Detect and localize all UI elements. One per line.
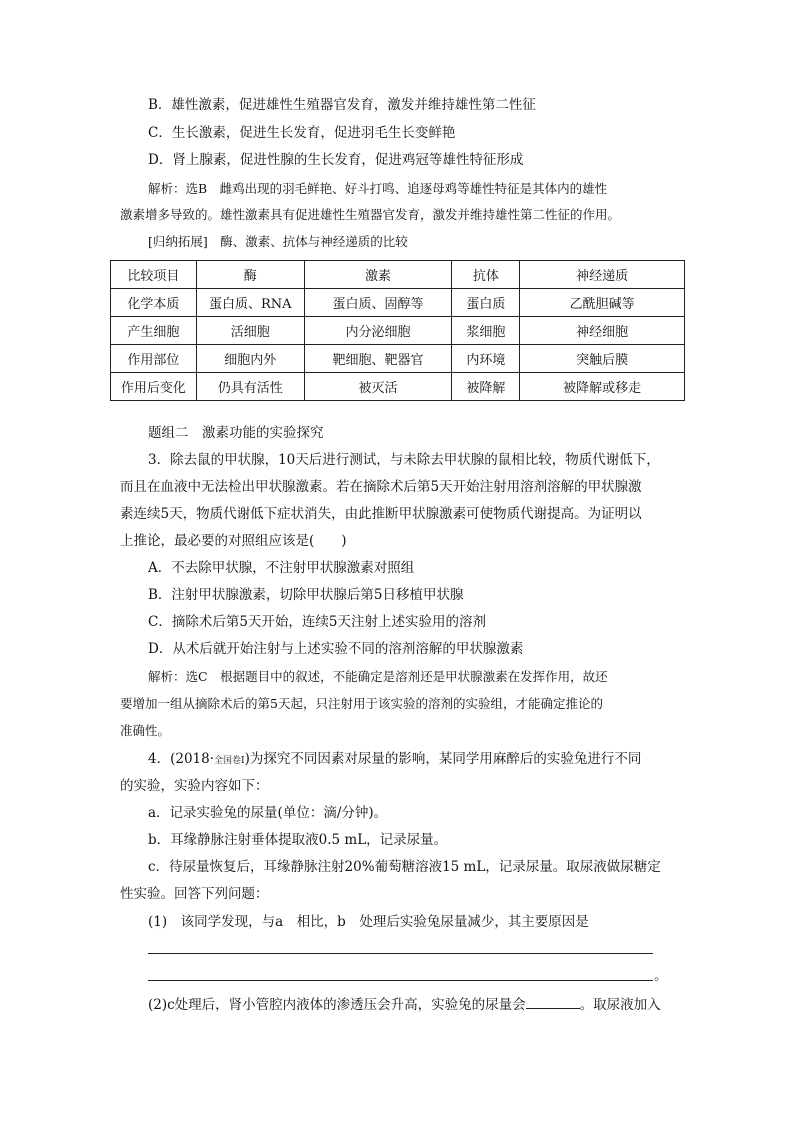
table-header: 激素 <box>304 261 452 289</box>
sub-question-2-text: (2)c处理后，肾小管腔内液体的渗透压会升高，实验兔的尿量会 <box>148 997 526 1013</box>
table-header: 酶 <box>196 261 304 289</box>
table-cell: 活细胞 <box>196 317 304 345</box>
table-row <box>111 345 685 373</box>
table-cell: 靶细胞、靶器官 <box>304 345 452 373</box>
question-3-line: 而且在血液中无法检出甲状腺激素。若在摘除术后第5天开始注射用溶剂溶解的甲状腺激 <box>120 479 642 495</box>
table-cell: 产生细胞 <box>111 317 197 345</box>
table-header-row <box>111 261 685 289</box>
answer-blank[interactable] <box>148 980 653 981</box>
table-cell: 内分泌细胞 <box>304 317 452 345</box>
table-cell: 浆细胞 <box>452 317 520 345</box>
option-c: C．生长激素，促进生长发育，促进羽毛生长变鲜艳 <box>148 125 456 141</box>
table-cell: 蛋白质、固醇等 <box>304 289 452 317</box>
question-3-line: 3．除去鼠的甲状腺，10天后进行测试，与未除去甲状腺的鼠相比较，物质代谢低下， <box>148 452 660 468</box>
question-4-line <box>148 750 641 770</box>
option-c: C．摘除术后第5天开始，连续5天注射上述实验用的溶剂 <box>148 614 487 630</box>
sub-question-2 <box>148 994 661 1014</box>
step-a: a．记录实验兔的尿量(单位：滴/分钟)。 <box>148 805 388 821</box>
table-cell: 作用后变化 <box>111 373 197 401</box>
step-c: c．待尿量恢复后，耳缘静脉注射20%葡萄糖溶液15 mL，记录尿量。取尿液做尿糖定 <box>148 859 661 875</box>
table-row <box>111 373 685 401</box>
analysis-line: 要增加一组从摘除术后的第5天起，只注射用于该实验的溶剂的实验组，才能确定推论的 <box>120 696 603 711</box>
summary-title: [归纳拓展] 酶、激素、抗体与神经递质的比较 <box>148 234 408 249</box>
table-cell: 仍具有活性 <box>196 373 304 401</box>
question-3-line: 上推论，最必要的对照组应该是( ) <box>120 533 347 549</box>
period-mark: 。 <box>654 968 668 984</box>
table-cell: 蛋白质、RNA <box>196 289 304 317</box>
answer-blank[interactable] <box>148 953 653 954</box>
table-cell: 被灭活 <box>304 373 452 401</box>
table-header: 神经递质 <box>520 261 685 289</box>
table-cell: 化学本质 <box>111 289 197 317</box>
table-row <box>111 289 685 317</box>
question-3-line: 素连续5天，物质代谢低下症状消失，由此推断甲状腺激素可使物质代谢提高。为证明以 <box>120 506 642 522</box>
option-a: A．不去除甲状腺，不注射甲状腺激素对照组 <box>148 560 415 576</box>
table-cell: 乙酰胆碱等 <box>520 289 685 317</box>
table-header: 抗体 <box>452 261 520 289</box>
group-title: 题组二 激素功能的实验探究 <box>148 425 324 441</box>
table-cell: 被降解或移走 <box>520 373 685 401</box>
analysis-line: 激素增多导致的。雄性激素具有促进雄性生殖器官发育，激发并维持雄性第二性征的作用。 <box>120 207 621 222</box>
table-row <box>111 317 685 345</box>
analysis-line: 解析：选B 雌鸡出现的羽毛鲜艳、好斗打鸣、追逐母鸡等雄性特征是其体内的雄性 <box>148 181 608 196</box>
question-4-line: 的实验，实验内容如下： <box>120 778 269 794</box>
option-b: B．注射甲状腺激素，切除甲状腺后第5日移植甲状腺 <box>148 587 464 603</box>
analysis-line: 准确性。 <box>120 723 171 738</box>
table-cell: 蛋白质 <box>452 289 520 317</box>
table-cell: 细胞内外 <box>196 345 304 373</box>
table-header: 比较项目 <box>111 261 197 289</box>
step-b: b．耳缘静脉注射垂体提取液0.5 mL，记录尿量。 <box>148 832 448 848</box>
option-b: B．雄性激素，促进雄性生殖器官发育，激发并维持雄性第二性征 <box>148 97 536 113</box>
table-cell: 神经细胞 <box>520 317 685 345</box>
table-cell: 被降解 <box>452 373 520 401</box>
analysis-line: 解析：选C 根据题目中的叙述，不能确定是溶剂还是甲状腺激素在发挥作用，故还 <box>148 669 608 684</box>
comparison-table <box>110 260 685 401</box>
sub-question-2-text: 。取尿液加入 <box>579 997 661 1013</box>
source-label: 全国卷Ⅰ <box>214 756 245 766</box>
answer-blank[interactable] <box>526 994 580 1009</box>
table-cell: 突触后膜 <box>520 345 685 373</box>
table-cell: 内环境 <box>452 345 520 373</box>
table-cell: 作用部位 <box>111 345 197 373</box>
sub-question-1: (1) 该同学发现，与a 相比，b 处理后实验兔尿量减少，其主要原因是 <box>148 914 589 930</box>
step-c: 性实验。回答下列问题： <box>120 886 269 902</box>
question-text: )为探究不同因素对尿量的影响，某同学用麻醉后的实验兔进行不同 <box>244 751 642 767</box>
option-d: D．肾上腺素，促进性腺的生长发育，促进鸡冠等雄性特征形成 <box>148 152 524 168</box>
question-number: 4．(2018· <box>148 751 215 767</box>
option-d: D．从术后就开始注射与上述实验不同的溶剂溶解的甲状腺激素 <box>148 641 524 657</box>
